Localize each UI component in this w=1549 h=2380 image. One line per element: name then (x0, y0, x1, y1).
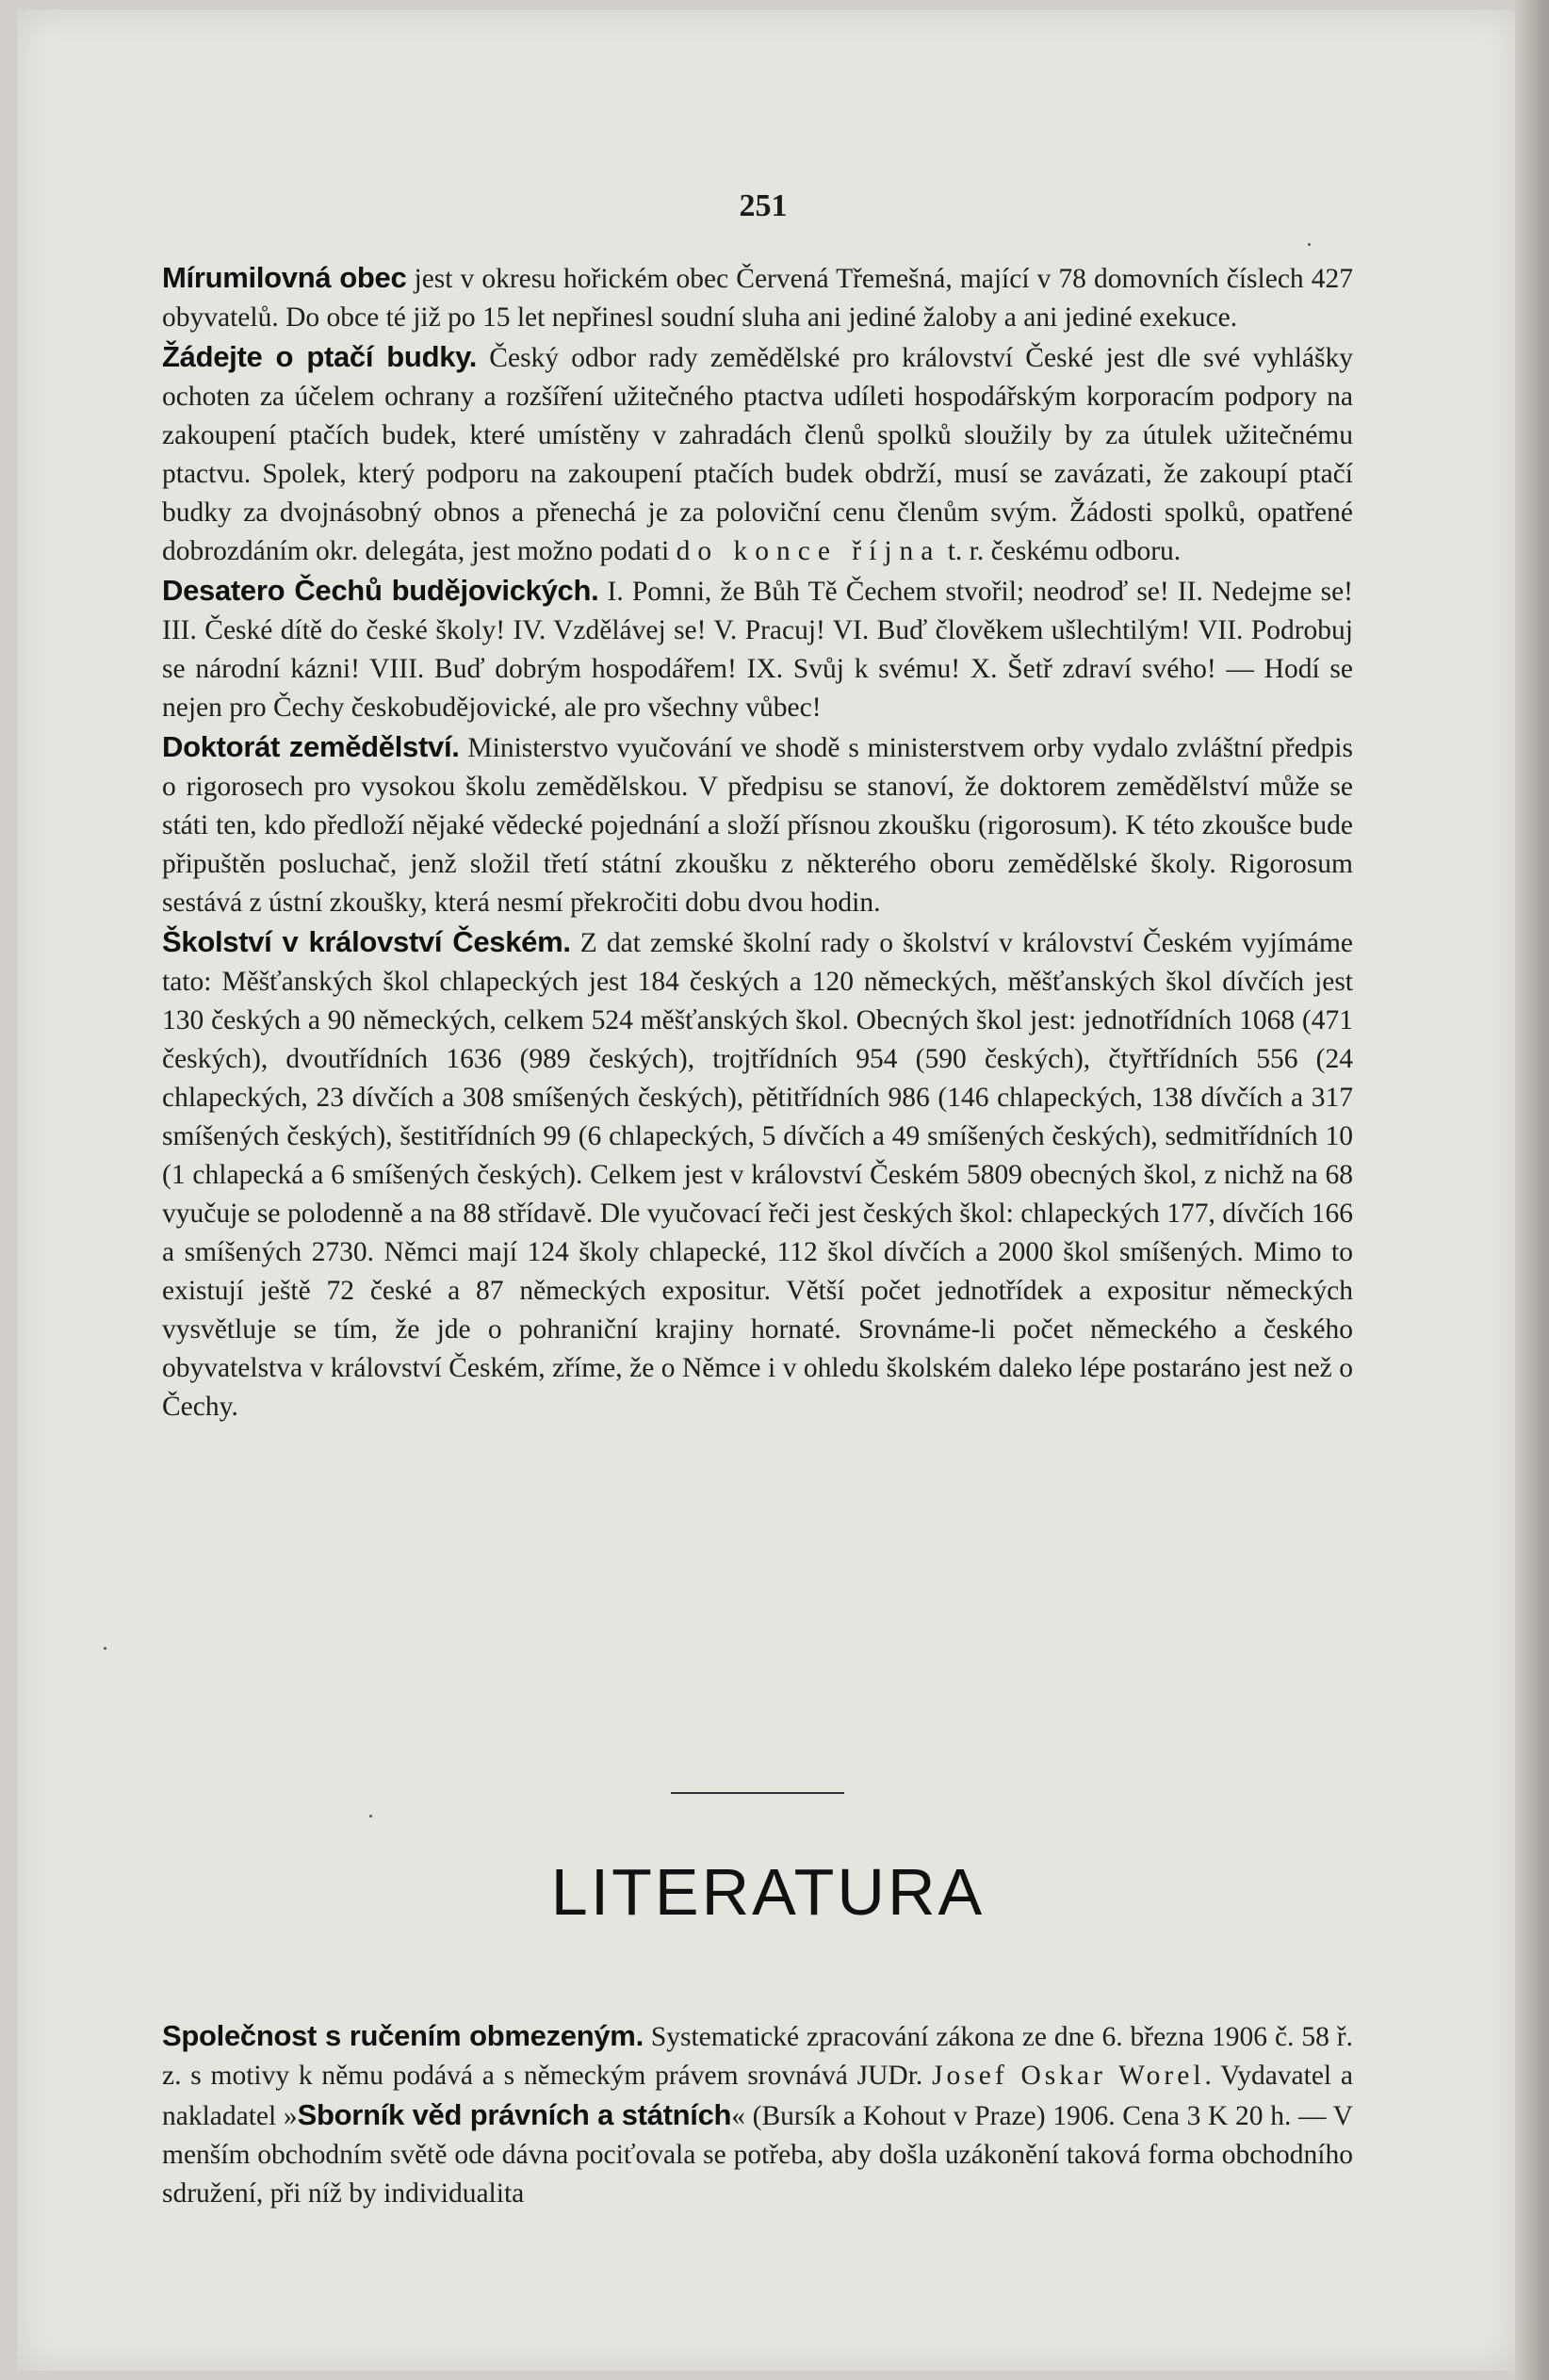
article-text-spaced: do konce října (676, 536, 941, 566)
page-number: 251 (739, 188, 788, 223)
section-divider (671, 1792, 844, 1794)
speck (1308, 243, 1311, 246)
article-desatero (162, 571, 1353, 727)
literature-text: « (Bursík a Kohout v Praze) 1906. Cena 3 K 20 h. — V menším obchodním světě ode dávna pociťovala se potřeba, aby došla uzákonění taková forma obchodního sdružení, při níž by individualita (162, 2101, 1353, 2209)
speck (369, 1815, 372, 1818)
article-text: I. Pomni, že Bůh Tě Čechem stvořil; neodroď se! II. Nedejme se! III. České dítě do české školy! IV. Vzdělávej se! V. Pracuj! VI. Buď člověkem ušlechtilým! VII. Podrobuj se národní kázni! VIII. Buď dobrým hospodářem! IX. Svůj k svému! X. Šetř zdraví svého! — Hodí se nejen pro Čechy českobudějovické, ale pro všechny vůbec! (162, 577, 1353, 723)
article-skolstvi (162, 922, 1353, 1426)
article-doktorat (162, 727, 1353, 922)
section-title: LITERATURA (550, 1855, 986, 1929)
literature-entry (162, 2016, 1353, 2213)
literature-column (162, 2016, 1353, 2213)
article-ptaci-budky (162, 337, 1353, 571)
literature-heading: Společnost s ručením obmezeným. (162, 2019, 644, 2052)
article-text: Z dat zemské školní rady o školství v království Českém vyjímáme tato: Měšťanských škol chlapeckých jest 184 českých a 120 německých, měšťanských škol dívčích jest 130 českých a 90 německých, celkem 524 měšťanských škol. Obecných škol jest: jednotřídních 1068 (471 českých), dvoutřídních 1636 (989 českých), trojtřídních 954 (590 českých), čtyřtřídních 556 (24 chlapeckých, 23 dívčích a 308 smíšených českých), pětitřídních 986 (146 chlapeckých, 138 dívčích a 317 smíšených českých), šestitřídních 99 (6 chlapeckých, 5 dívčích a 49 smíšených českých), sedmitřídních 10 (1 chlapecká a 6 smíšených českých). Celkem jest v království Českém 5809 obecných škol, z nichž na 68 vyučuje se polodenně a na 88 střídavě. Dle vyučovací řeči jest českých škol: chlapeckých 177, dívčích 166 a smíšených 2730. Němci mají 124 školy chlapecké, 112 škol dívčích a 2000 škol smíšených. Mimo to existují ještě 72 české a 87 německých expositur. Větší počet jednotřídek a expositur německých vysvětluje se tím, že jde o pohraniční krajiny hornaté. Srovnáme-li počet německého a českého obyvatelstva v království Českém, zříme, že o Němce i v ohledu školském daleko lépe postaráno jest než o Čechy. (162, 928, 1353, 1422)
article-text: Český odbor rady zemědělské pro království České jest dle své vyhlášky ochoten za účelem ochrany a rozšíření užitečného ptactva udíleti hospodářským korporacím podpory na zakoupení ptačích budek, které umístěny v zahradách členů spolků sloužily by za útulek užitečnému ptactvu. Spolek, který podporu na zakoupení ptačích budek obdrží, musí se zavázati, že zakoupí ptačí budky za dvojnásobný obnos a přenechá je za poloviční cenu členům svým. Žádosti spolků, opatřené dobrozdáním okr. delegáta, jest možno podati (162, 343, 1353, 566)
literature-author: Josef Oskar Worel (932, 2061, 1205, 2091)
article-heading: Desatero Čechů budějovických. (162, 574, 599, 607)
news-column (162, 258, 1353, 1426)
literature-text: . Vydavatel a nakladatel » (162, 2061, 1353, 2131)
article-text: Ministerstvo vyučování ve shodě s ministerstvem orby vydalo zvláštní předpis o rigorosech pro vysokou školu zemědělskou. V předpisu se stanoví, že doktorem zemědělství může se státi ten, kdo předloží nějaké vědecké pojednání a složí přísnou zkoušku (rigorosum). K této zkoušce bude připuštěn posluchač, jenž složil třetí státní zkoušku z některého oboru zemědělské školy. Rigorosum sestává z ústní zkoušky, která nesmí překročiti dobu dvou hodin. (162, 733, 1353, 918)
article-heading: Mírumilovná obec (162, 261, 407, 294)
page-edge (1515, 0, 1549, 2380)
article-heading: Žádejte o ptačí budky. (162, 340, 478, 373)
article-mirumilovna-obec (162, 258, 1353, 337)
article-text: jest v okresu hořickém obec Červená Třemešná, mající v 78 domovních číslech 427 obyvatelů. Do obce té již po 15 let nepřinesl soudní sluha ani jediné žaloby a ani jediné exekuce. (162, 264, 1353, 333)
article-heading: Doktorát zemědělství. (162, 730, 460, 763)
literature-text: Systematické zpracování zákona ze dne 6. března 1906 č. 58 ř. z. s motivy k němu podává a s německým právem srovnává JUDr. (162, 2022, 1353, 2091)
literature-publisher: Sborník věd právních a státních (297, 2098, 732, 2131)
article-heading: Školství v království Českém. (162, 925, 571, 958)
article-text: t. r. českému odboru. (940, 536, 1182, 566)
speck (104, 1647, 106, 1650)
